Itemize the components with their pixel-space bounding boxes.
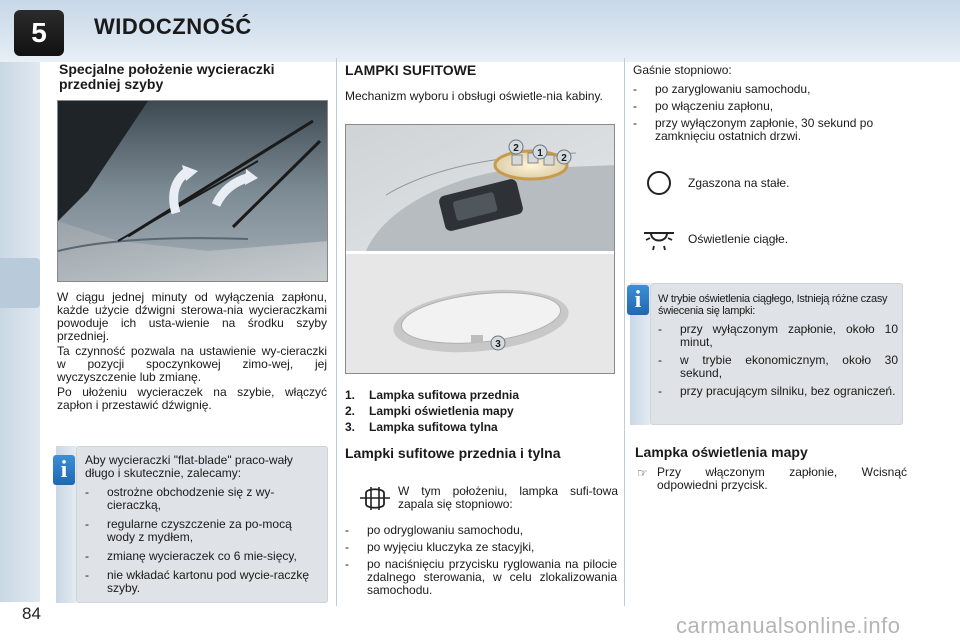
legend-item: 1. Lampka sufitowa przednia: [345, 388, 520, 402]
fading-section: [633, 64, 913, 147]
list-item: - po włączeniu zapłonu,: [633, 99, 774, 113]
ceiling-lamps-photo: [345, 124, 615, 374]
door-mode-icon: [358, 484, 392, 514]
on-state-row: [640, 222, 920, 256]
callout-label: 3: [495, 339, 501, 350]
paragraph: Ta czynność pozwala na ustawienie wy-cieraczki w pozycji spoczynkowej zimo-wej, jej wyczyszczenie lub zmianę.: [57, 344, 327, 384]
off-state-row: [640, 166, 920, 200]
door-mode-row: [345, 482, 617, 516]
list-item: - przy wyłączonym zapłonie, 30 sekund po zamknięciu ostatnich drzwi.: [633, 116, 874, 143]
list-item: - ostrożne obchodzenie się z wy-cieraczką,: [85, 485, 275, 512]
chapter-tab: [0, 258, 40, 308]
list-item: - po naciśnięciu przycisku ryglowania na pilocie zdalnego sterowania, w celu zlokalizowania samochodu.: [345, 557, 617, 597]
info-icon: i: [53, 455, 75, 485]
lamp-on-conditions: [345, 524, 617, 601]
chapter-margin: [0, 62, 40, 602]
on-state-label: Oświetlenie ciągłe.: [688, 232, 789, 246]
door-mode-text: W tym położeniu, lampka sufi-towa zapala się stopniowo:: [398, 484, 618, 511]
lamp-legend: [345, 387, 625, 435]
pointing-hand-icon: ☞: [637, 466, 648, 480]
column-divider: [336, 58, 337, 606]
info-lead: W trybie oświetlenia ciągłego, Istnieją różne czasy świecenia się lampki:: [658, 293, 888, 317]
front-rear-lamps-heading: Lampki sufitowe przednia i tylna: [345, 445, 561, 461]
page-title: WIDOCZNOŚĆ: [94, 14, 252, 39]
list-item: - nie wkładać kartonu pod wycie-raczkę szyby.: [85, 568, 310, 595]
map-lamp-heading: Lampka oświetlenia mapy: [635, 444, 808, 460]
list-item: - po wyjęciu kluczyka ze stacyjki,: [345, 540, 535, 554]
page-number: 84: [22, 604, 41, 623]
lamps-heading: LAMPKI SUFITOWE: [345, 62, 477, 78]
windshield-wiper-photo: [57, 100, 328, 282]
callout-label: 1: [537, 148, 543, 159]
wiper-instructions: [57, 291, 327, 414]
chapter-number: 5: [14, 10, 64, 56]
info-icon: i: [627, 285, 649, 315]
off-state-label: Zgaszona na stałe.: [688, 176, 790, 190]
legend-item: 3. Lampka sufitowa tylna: [345, 420, 498, 434]
list-item: - po zaryglowaniu samochodu,: [633, 82, 811, 96]
list-item: - przy pracującym silniku, bez ograniczeń.: [658, 384, 896, 398]
lamp-off-icon: [644, 168, 674, 198]
lamp-on-icon: [642, 224, 676, 254]
fading-lead: Gaśnie stopniowo:: [633, 63, 732, 77]
lamps-intro: Mechanizm wyboru i obsługi oświetle-nia kabiny.: [345, 89, 603, 103]
callout-label: 2: [561, 153, 567, 164]
wiper-section-heading: Specjalne położenie wycieraczki przedniej szyby: [59, 61, 275, 92]
list-item: - po odryglowaniu samochodu,: [345, 523, 524, 537]
wiper-tips-box: [76, 446, 328, 603]
list-item: - przy wyłączonym zapłonie, około 10 minut,: [658, 322, 898, 349]
column-divider: [624, 58, 625, 606]
continuous-light-info-box: [650, 283, 903, 425]
info-lead: Aby wycieraczki "flat-blade" praco-wały długo i skutecznie, zalecamy:: [85, 453, 293, 480]
list-item: - regularne czyszczenie za po-mocą wody z mydłem,: [85, 517, 292, 544]
list-item: - w trybie ekonomicznym, około 30 sekund,: [658, 353, 898, 380]
list-item: - zmianę wycieraczek co 6 mie-sięcy,: [85, 549, 297, 563]
legend-item: 2. Lampki oświetlenia mapy: [345, 404, 514, 418]
watermark: carmanualsonline.info: [676, 613, 901, 638]
map-lamp-text: Przy włączonym zapłonie, Wcisnąć odpowiedni przycisk.: [657, 465, 907, 492]
paragraph: W ciągu jednej minuty od wyłączenia zapłonu, każde użycie dźwigni sterowa-nia wycieraczkami powoduje ich usta-wienie na środku szyby przedniej.: [57, 290, 327, 343]
callout-label: 2: [513, 143, 519, 154]
paragraph: Po ułożeniu wycieraczek na szybie, włączyć zapłon i przestawić dźwignię.: [57, 385, 327, 412]
